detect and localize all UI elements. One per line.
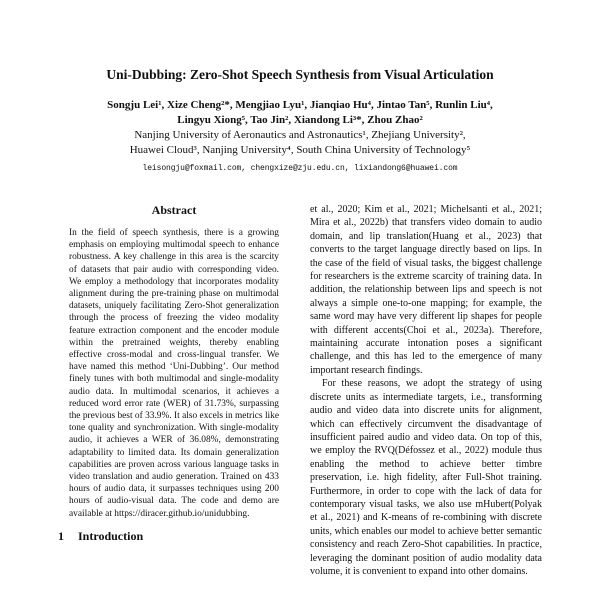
section-title: Introduction (78, 528, 144, 543)
authors-line-2: Lingyu Xiong⁵, Tao Jin², Xiandong Li³*, Zhou Zhao² (177, 114, 423, 126)
abstract-text (58, 227, 290, 520)
section-heading-introduction (58, 529, 290, 544)
two-column-body (58, 203, 542, 578)
affiliations (58, 128, 542, 158)
paper-title: Uni-Dubbing: Zero-Shot Speech Synthesis from Visual Articulation (106, 67, 494, 82)
left-column (58, 203, 290, 578)
abstract-body-text: In the field of speech synthesis, there is a growing emphasis on employing multimodal speech to enhance robustness. A key challenge in this area is the scarcity of datasets that pair audio with corresponding video. We employ a methodology that incorporates modality alignment during the pre-training phase on multimodal datasets, uniquely facilitating Zero-Shot generalization through the process of freezing the video modality feature extraction component and the encoder module within the pretrained weights, thereby enabling effective cross-modal and cross-lingual transfer. We have named this method ‘Uni-Dubbing’. Our method finely tunes with both multimodal and single-modality audio data. In multimodal scenarios, it achieves a reduced word error rate (WER) of 31.73%, surpassing the previous best of 33.9%. It also excels in metrics like tone quality and synchronization. With single-modality audio, it achieves a WER of 36.08%, demonstrating adaptability to limited data. Its domain generalization capabilities are proven across various language tasks in video translation and audio generation. Trained on 433 hours of audio data, it surpasses techniques using 200 hours of audio-visual data. The code and demo are available at (69, 228, 279, 519)
author-emails: leisongju@foxmail.com, chengxize@zju.edu.cn, lixiandong6@huawei.com (142, 164, 458, 173)
body-paragraph: For these reasons, we adopt the strategy of using discrete units as intermediate targets, i.e., transforming audio and video data into discrete units for alignment, which can effectively circumvent the disadvantage of insufficient paired audio and video data. On top of this, we employ the RVQ(Défossez et al., 2022) module thus enabling the method to achieve better timbre preservation, i.e. high fidelity, after Full-Shot training. Furthermore, in order to cope with the lack of data for contemporary visual tasks, we also use mHubert(Polyak et al., 2021) and K-means of re-combining with discrete units, which enables our model to achieve better semantic consistency and reach Zero-Shot capabilities. In practice, leveraging the dominant position of audio modality data volume, it is convenient to expand into other domains. (310, 378, 542, 577)
abstract-heading: Abstract (151, 203, 197, 217)
author-list (58, 98, 542, 128)
authors-line-1: Songju Lei¹, Xize Cheng²*, Mengjiao Lyu¹, Jianqiao Hu⁴, Jintao Tan⁵, Runlin Liu⁴, (107, 99, 493, 111)
affiliations-line-2: Huawei Cloud³, Nanjing University⁴, South China University of Technology⁵ (129, 144, 471, 156)
body-paragraph: et al., 2020; Kim et al., 2021; Michelsanti et al., 2021; Mira et al., 2022b) that transfers video domain to audio domain, and lip translation(Huang et al., 2023) that converts to the target language directly based on lips. In the case of the field of visual tasks, the biggest challenge for researchers is the extreme scarcity of training data. In addition, the relationship between lips and speech is not always a simple one-to-one mapping; for example, the same word may have very different lip shapes for people with different accents(Choi et al., 2023a). Therefore, maintaining accurate intonation poses a significant challenge, and this has led to the emergence of many important research findings. (310, 204, 542, 376)
project-url-link[interactable]: https://diracer.github.io/unidubbing (114, 508, 248, 519)
section-number: 1 (58, 528, 64, 543)
right-column (310, 203, 542, 578)
affiliations-line-1: Nanjing University of Aeronautics and Astronautics¹, Zhejiang University², (134, 129, 466, 141)
abstract-period: . (247, 508, 250, 519)
